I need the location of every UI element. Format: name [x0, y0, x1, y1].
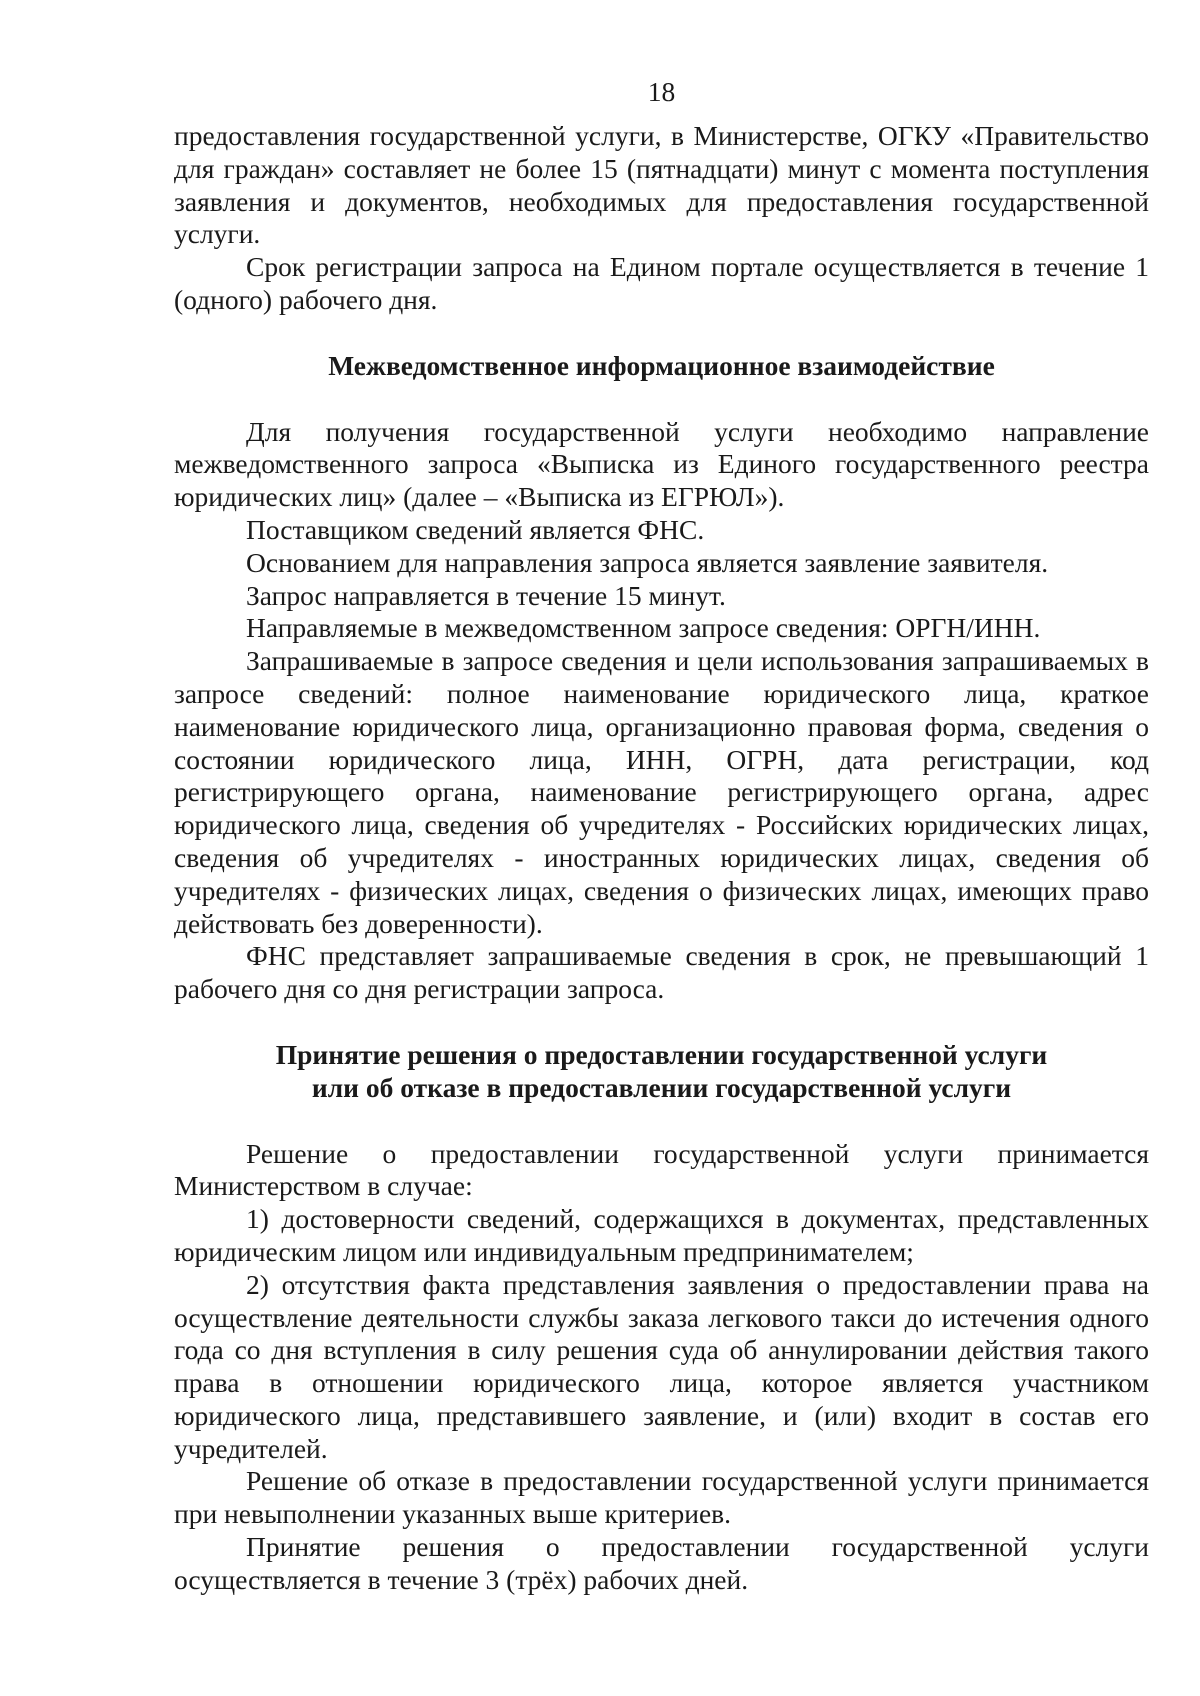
- section-heading-decision-line1: Принятие решения о предоставлении государственной услуги: [275, 1038, 1048, 1070]
- paragraph-condition-2: 2) отсутствия факта представления заявления о предоставлении права на осуществление деятельности службы заказа легкового такси до истечения одного года со дня вступления в силу решения суда об аннулировании действия такого права в отношении юридического лица, которое является участником юридического лица, представившего заявление, и (или) входит в состав его учредителей.: [174, 1268, 1149, 1464]
- document-page: [174, 64, 1149, 1597]
- paragraph-continuation: предоставления государственной услуги, в Министерстве, ОГКУ «Правительство для граждан» составляет не более 15 (пятнадцати) минут с момента поступления заявления и документов, необходимых для предоставления государственной услуги.: [174, 120, 1149, 250]
- paragraph-interagency-request: Для получения государственной услуги необходимо направление межведомственного запроса «Выписка из Единого государственного реестра юридических лиц» (далее – «Выписка из ЕГРЮЛ»).: [174, 415, 1149, 513]
- paragraph-condition-1: 1) достоверности сведений, содержащихся в документах, представленных юридическим лицом или индивидуальным предпринимателем;: [174, 1203, 1149, 1267]
- section-heading-decision-line2: или об отказе в предоставлении государственной услуги: [311, 1071, 1012, 1103]
- paragraph-refusal: Решение об отказе в предоставлении государственной услуги принимается при невыполнении указанных выше критериев.: [174, 1465, 1149, 1530]
- paragraph-basis: Основанием для направления запроса является заявление заявителя.: [246, 546, 1049, 578]
- paragraph-sent-data: Направляемые в межведомственном запросе сведения: ОРГН/ИНН.: [246, 612, 1041, 644]
- paragraph-decision-cases: Решение о предоставлении государственной услуги принимается Министерством в случае:: [174, 1137, 1149, 1202]
- paragraph-decision-term: Принятие решения о предоставлении государственной услуги осуществляется в течение 3 (трёх) рабочих дней.: [174, 1531, 1149, 1595]
- spacer: [174, 1105, 1149, 1138]
- page-number: 18: [647, 76, 676, 107]
- section-heading-interagency: Межведомственное информационное взаимодействие: [328, 349, 995, 381]
- paragraph-request-time: Запрос направляется в течение 15 минут.: [246, 579, 726, 611]
- paragraph-fns-term: ФНС представляет запрашиваемые сведения в срок, не превышающий 1 рабочего дня со дня регистрации запроса.: [174, 940, 1149, 1005]
- paragraph-registration-term: Срок регистрации запроса на Едином портале осуществляется в течение 1 (одного) рабочего дня.: [174, 251, 1149, 315]
- spacer: [174, 383, 1149, 416]
- paragraph-requested-data: Запрашиваемые в запросе сведения и цели использования запрашиваемых в запросе сведений: полное наименование юридического лица, краткое наименование юридического лица, организационно правовая форма, сведения о состоянии юридического лица, ИНН, ОГРН, дата регистрации, код регистрирующего органа, наименование регистрирующего органа, адрес юридического лица, сведения об учредителях - Российских юридических лицах, сведения об учредителях - иностранных юридических лицах, сведения об учредителях - физических лицах, сведения о физических лицах, имеющих право действовать без доверенности).: [174, 645, 1149, 939]
- paragraph-supplier: Поставщиком сведений является ФНС.: [246, 513, 705, 545]
- spacer: [174, 317, 1149, 350]
- spacer: [174, 1006, 1149, 1039]
